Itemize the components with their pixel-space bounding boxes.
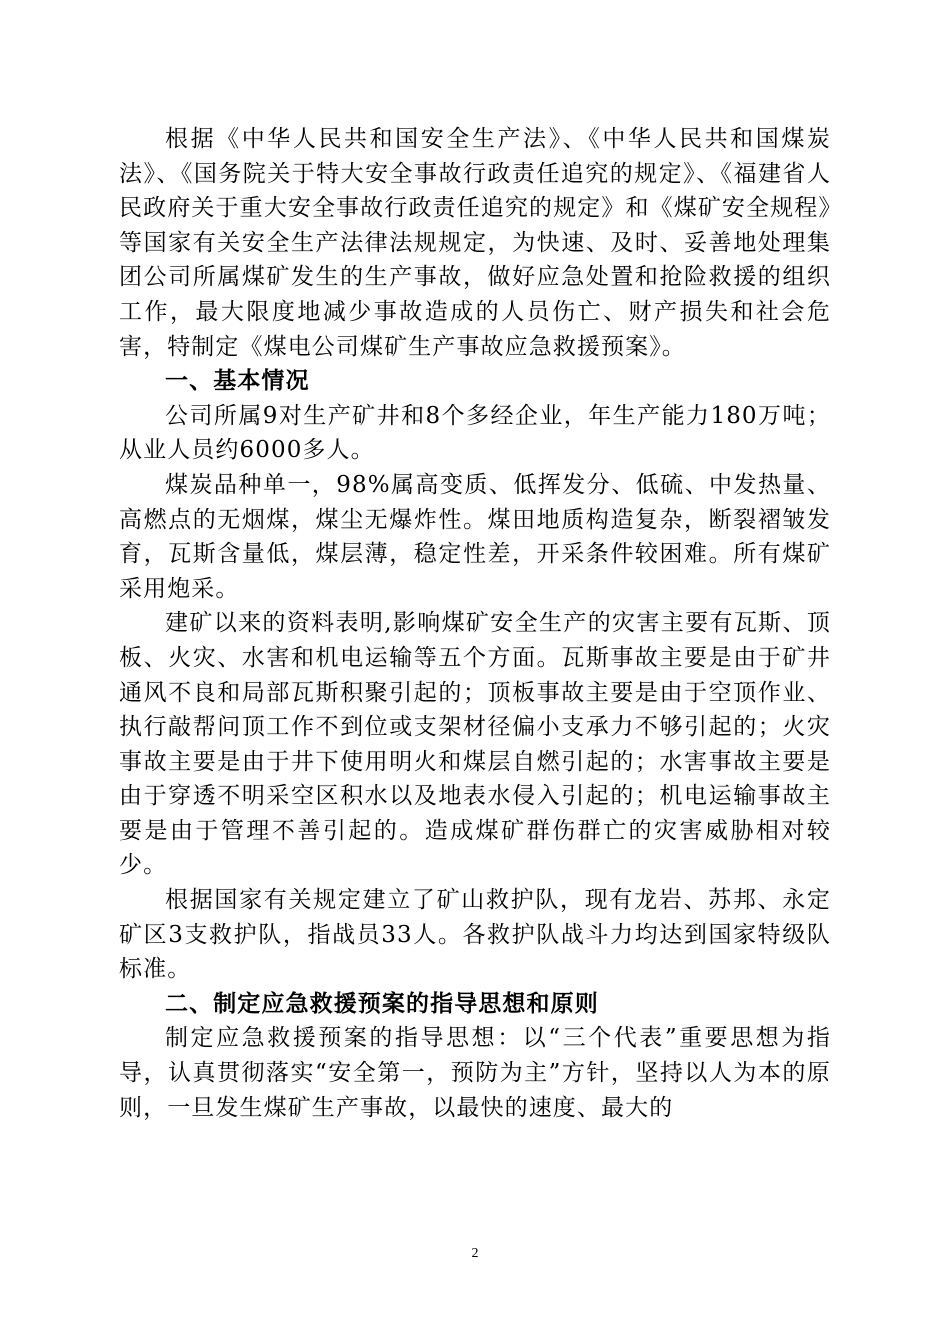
- document-body: [119, 122, 831, 1125]
- paragraph-guiding-ideology: 制定应急救援预案的指导思想：以“三个代表”重要思想为指导，认真贯彻落实“安全第一，预防为主”方针，坚持以人为本的原则，一旦发生煤矿生产事故，以最快的速度、最大的: [119, 1025, 831, 1121]
- paragraph-rescue-teams: 根据国家有关规定建立了矿山救护队，现有龙岩、苏邦、永定矿区3支救护队，指战员33人。各救护队战斗力均达到国家特级队标准。: [119, 887, 831, 983]
- intro-paragraph: 根据《中华人民共和国安全生产法》、《中华人民共和国煤炭法》、《国务院关于特大安全事故行政责任追究的规定》、《福建省人民政府关于重大安全事故行政责任追究的规定》和《煤矿安全规程》等国家有关安全生产法律法规规定，为快速、及时、妥善地处理集团公司所属煤矿发生的生产事故，做好应急处置和抢险救援的组织工作，最大限度地减少事故造成的人员伤亡、财产损失和社会危害，特制定《煤电公司煤矿生产事故应急救援预案》。: [119, 126, 831, 360]
- section-heading-guiding-principles: 二、制定应急救援预案的指导思想和原则: [165, 990, 599, 1017]
- page-number: 2: [471, 1246, 479, 1261]
- section-heading-basic-situation: 一、基本情况: [165, 368, 310, 395]
- paragraph-company-overview: 公司所属9对生产矿井和8个多经企业，年生产能力180万吨；从业人员约6000多人。: [119, 402, 831, 464]
- paragraph-coal-geology: 煤炭品种单一，98%属高变质、低挥发分、低硫、中发热量、高燃点的无烟煤，煤尘无爆炸性。煤田地质构造复杂，断裂褶皱发育，瓦斯含量低，煤层薄，稳定性差，开采条件较困难。所有煤矿采用炮采。: [119, 471, 831, 602]
- paragraph-hazards: 建矿以来的资料表明,影响煤矿安全生产的灾害主要有瓦斯、顶板、火灾、水害和机电运输等五个方面。瓦斯事故主要是由于矿井通风不良和局部瓦斯积聚引起的；顶板事故主要是由于空顶作业、执行敲帮问顶工作不到位或支架材径偏小支承力不够引起的；火灾事故主要是由于井下使用明火和煤层自燃引起的；水害事故主要是由于穿透不明采空区积水以及地表水侵入引起的；机电运输事故主要是由于管理不善引起的。造成煤矿群伤群亡的灾害威胁相对较少。: [119, 610, 831, 879]
